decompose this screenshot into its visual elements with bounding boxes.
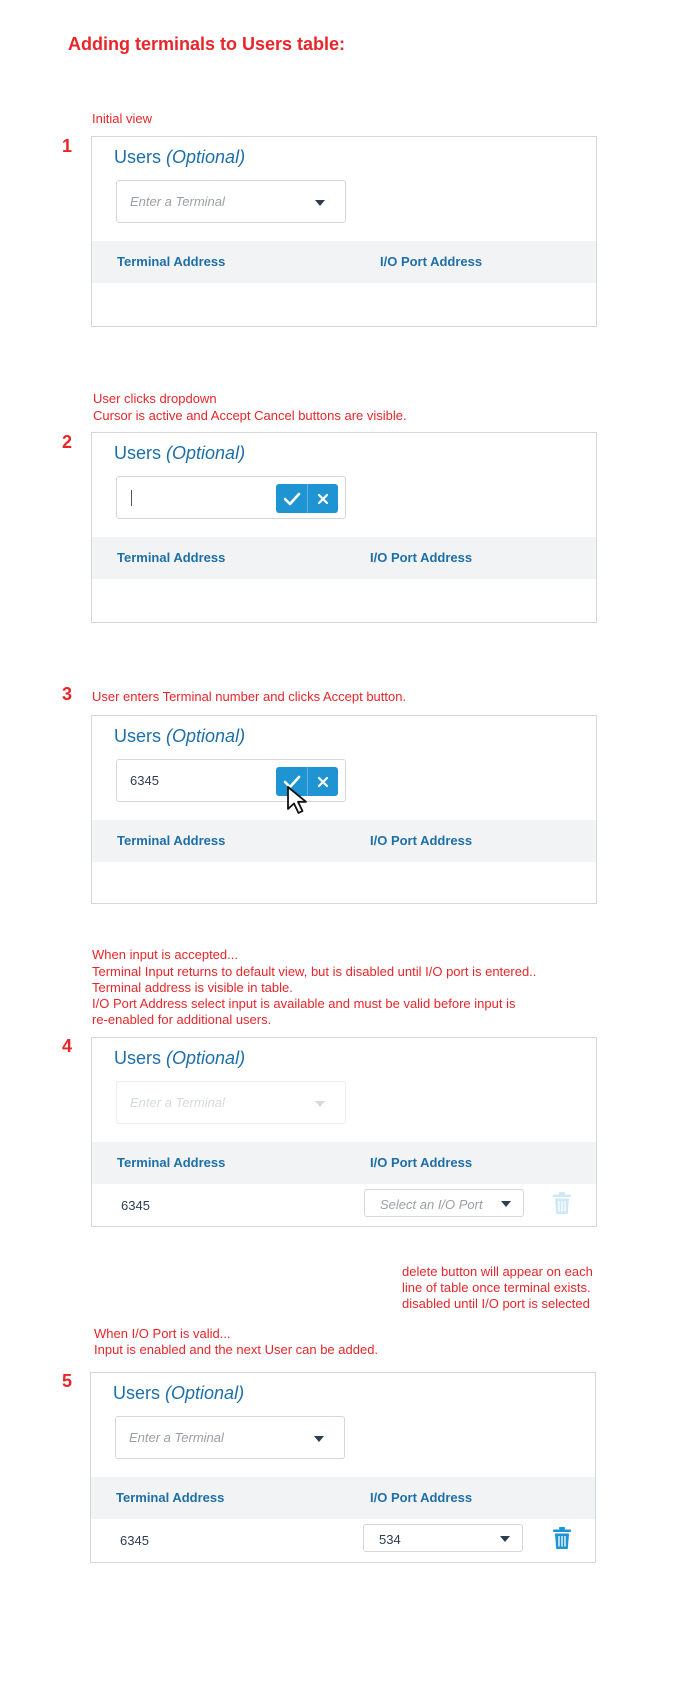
col-terminal-address: Terminal Address	[116, 1490, 225, 1505]
col-terminal-address: Terminal Address	[117, 1155, 226, 1170]
table-header	[92, 241, 596, 283]
checkmark-icon	[283, 492, 301, 506]
users-panel-step-4	[91, 1037, 597, 1227]
col-io-port-address: I/O Port Address	[370, 1490, 473, 1505]
terminal-input-active[interactable]	[116, 759, 346, 802]
delete-note-1: delete button will appear on each	[402, 1264, 593, 1279]
table-header	[92, 1142, 596, 1184]
step-4-note-1: When input is accepted...	[92, 947, 238, 962]
col-terminal-address: Terminal Address	[117, 833, 226, 848]
text-cursor	[131, 490, 132, 506]
col-io-port-address: I/O Port Address	[370, 1155, 473, 1170]
step-5-note-1: When I/O Port is valid...	[94, 1326, 231, 1341]
users-panel-step-1	[91, 136, 597, 327]
chevron-down-icon	[500, 1536, 510, 1542]
io-port-select[interactable]	[364, 1189, 524, 1217]
terminal-dropdown-placeholder: Enter a Terminal	[129, 1430, 224, 1445]
step-4-note-3: Terminal address is visible in table.	[92, 980, 293, 995]
table-header	[92, 820, 596, 862]
step-5-note-2: Input is enabled and the next User can be added.	[94, 1342, 379, 1357]
close-icon	[317, 493, 329, 505]
terminal-dropdown[interactable]	[115, 1416, 345, 1459]
panel-title: Users (Optional)	[114, 147, 246, 167]
step-4-note-4: I/O Port Address select input is available and must be valid before input is	[92, 996, 516, 1011]
table-header	[91, 1477, 595, 1519]
accept-cancel-group	[276, 484, 338, 513]
chevron-down-icon	[501, 1201, 511, 1207]
trash-icon-disabled	[552, 1191, 572, 1215]
step-4-note-5: re-enabled for additional users.	[92, 1012, 272, 1027]
users-panel-step-5	[90, 1372, 596, 1563]
terminal-dropdown-placeholder: Enter a Terminal	[130, 1095, 225, 1110]
col-io-port-address: I/O Port Address	[370, 833, 473, 848]
terminal-input-value: 6345	[130, 773, 159, 788]
cancel-button[interactable]	[307, 767, 338, 796]
terminal-input-active[interactable]	[116, 476, 346, 519]
close-icon	[317, 776, 329, 788]
panel-title: Users (Optional)	[113, 1383, 245, 1403]
delete-note-3: disabled until I/O port is selected	[402, 1296, 590, 1311]
step-4-number: 4	[62, 1036, 73, 1056]
step-3-number: 3	[62, 684, 73, 704]
mouse-pointer-icon	[286, 785, 310, 815]
terminal-dropdown[interactable]	[116, 180, 346, 223]
step-2-number: 2	[62, 432, 73, 452]
cancel-button[interactable]	[307, 484, 338, 513]
step-2-note-1: User clicks dropdown	[93, 391, 217, 406]
step-2-note-2: Cursor is active and Accept Cancel buttons are visible.	[93, 408, 407, 423]
chevron-down-icon	[315, 200, 325, 206]
row-terminal-address: 6345	[120, 1533, 149, 1548]
users-panel-step-3	[91, 715, 597, 904]
step-1-note: Initial view	[92, 111, 152, 126]
io-port-value: 534	[379, 1532, 401, 1547]
terminal-dropdown-placeholder: Enter a Terminal	[130, 194, 225, 209]
io-port-select[interactable]	[363, 1524, 523, 1552]
col-terminal-address: Terminal Address	[117, 254, 226, 269]
row-terminal-address: 6345	[121, 1198, 150, 1213]
trash-icon[interactable]	[552, 1526, 572, 1550]
panel-title: Users (Optional)	[114, 443, 246, 463]
chevron-down-icon	[315, 1101, 325, 1107]
page-title: Adding terminals to Users table:	[68, 34, 346, 54]
chevron-down-icon	[314, 1436, 324, 1442]
step-3-note: User enters Terminal number and clicks Accept button.	[92, 689, 407, 704]
panel-title: Users (Optional)	[114, 726, 246, 746]
step-5-number: 5	[62, 1371, 73, 1391]
io-port-placeholder: Select an I/O Port	[380, 1197, 483, 1212]
col-io-port-address: I/O Port Address	[370, 550, 473, 565]
panel-title: Users (Optional)	[114, 1048, 246, 1068]
accept-button[interactable]	[276, 484, 307, 513]
col-terminal-address: Terminal Address	[117, 550, 226, 565]
table-header	[92, 537, 596, 579]
step-4-note-2: Terminal Input returns to default view, but is disabled until I/O port is entered..	[92, 964, 537, 979]
users-panel-step-2	[91, 432, 597, 623]
delete-note-2: line of table once terminal exists.	[402, 1280, 591, 1295]
col-io-port-address: I/O Port Address	[380, 254, 483, 269]
step-1-number: 1	[62, 136, 73, 156]
terminal-dropdown-disabled	[116, 1081, 346, 1124]
